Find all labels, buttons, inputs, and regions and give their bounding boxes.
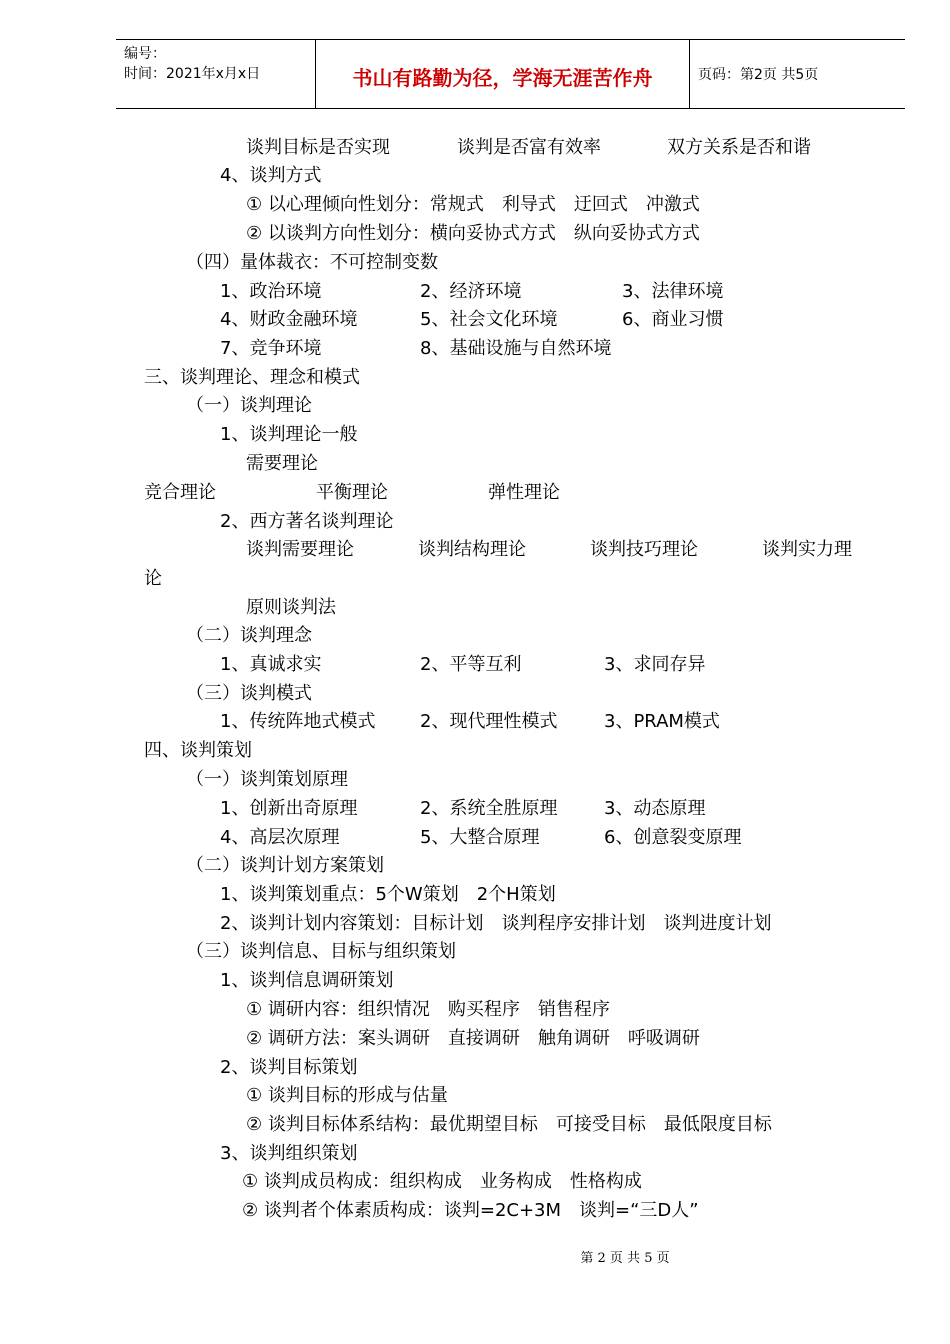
text-segment: 3、PRAM模式: [604, 711, 720, 732]
text-segment: 7、竞争环境: [220, 338, 322, 359]
text-segment: 双方关系是否和谐: [667, 137, 811, 158]
text-segment: 1、谈判信息调研策划: [220, 970, 394, 991]
text-segment: 2、现代理性模式: [420, 711, 558, 732]
text-segment: 6、创意裂变原理: [604, 827, 742, 848]
page-header: [116, 39, 905, 109]
text-segment: 3、动态原理: [604, 798, 706, 819]
text-segment: 竞合理论: [144, 482, 216, 503]
text-segment: 3、谈判组织策划: [220, 1143, 358, 1164]
text-segment: 谈判结构理论: [418, 539, 526, 560]
text-segment: 1、政治环境: [220, 281, 322, 302]
text-segment: 平衡理论: [316, 482, 388, 503]
text-segment: 弹性理论: [488, 482, 560, 503]
number-label: 编号：: [124, 46, 166, 62]
text-segment: 4、高层次原理: [220, 827, 340, 848]
text-segment: 需要理论: [246, 453, 318, 474]
text-segment: （三）谈判信息、目标与组织策划: [186, 941, 456, 962]
text-segment: ① 谈判目标的形成与估量: [246, 1085, 448, 1106]
time-label: 时间：2021年x月x日: [124, 66, 261, 82]
text-segment: ② 以谈判方向性划分：横向妥协式方式 纵向妥协式方式: [246, 223, 700, 244]
text-segment: 2、系统全胜原理: [420, 798, 558, 819]
text-segment: 1、传统阵地式模式: [220, 711, 376, 732]
text-segment: 谈判目标是否实现: [246, 137, 390, 158]
text-segment: 2、经济环境: [420, 281, 522, 302]
text-segment: （二）谈判计划方案策划: [186, 855, 384, 876]
page-footer: [0, 1247, 950, 1266]
text-segment: 2、平等互利: [420, 654, 522, 675]
text-segment: （三）谈判模式: [186, 683, 312, 704]
footer-page-number: 第 2 页 共 5 页: [580, 1251, 670, 1266]
page-label: 页码：第2页 共5页: [698, 67, 819, 83]
text-segment: 谈判需要理论: [246, 539, 354, 560]
text-segment: 四、谈判策划: [144, 740, 252, 761]
text-segment: 3、法律环境: [622, 281, 724, 302]
text-segment: ① 调研内容：组织情况 购买程序 销售程序: [246, 999, 610, 1020]
text-segment: ① 谈判成员构成：组织构成 业务构成 性格构成: [242, 1171, 642, 1192]
text-segment: 原则谈判法: [246, 597, 336, 618]
text-segment: 1、谈判策划重点：5个W策划 2个H策划: [220, 884, 556, 905]
text-segment: （一）谈判策划原理: [186, 769, 348, 790]
text-segment: 2、谈判计划内容策划：目标计划 谈判程序安排计划 谈判进度计划: [220, 913, 772, 934]
text-segment: （一）谈判理论: [186, 395, 312, 416]
text-segment: 3、求同存异: [604, 654, 706, 675]
text-segment: ① 以心理倾向性划分：常规式 利导式 迂回式 冲激式: [246, 194, 700, 215]
text-segment: 谈判实力理: [762, 539, 852, 560]
header-divider: [689, 40, 690, 108]
text-segment: 4、谈判方式: [220, 165, 322, 186]
text-segment: （四）量体裁衣：不可控制变数: [186, 252, 438, 273]
header-motto: 书山有路勤为径，学海无涯苦作舟: [352, 66, 653, 90]
text-segment: ② 调研方法：案头调研 直接调研 触角调研 呼吸调研: [246, 1028, 700, 1049]
text-segment: 论: [144, 568, 162, 589]
text-segment: 2、西方著名谈判理论: [220, 511, 394, 532]
text-segment: 6、商业习惯: [622, 309, 724, 330]
text-segment: （二）谈判理念: [186, 625, 312, 646]
text-segment: ② 谈判目标体系结构：最优期望目标 可接受目标 最低限度目标: [246, 1114, 772, 1135]
text-segment: ② 谈判者个体素质构成：谈判=2C+3M 谈判=“三D人”: [242, 1200, 699, 1221]
text-segment: 4、财政金融环境: [220, 309, 358, 330]
text-segment: 1、谈判理论一般: [220, 424, 358, 445]
text-segment: 8、基础设施与自然环境: [420, 338, 612, 359]
text-segment: 谈判是否富有效率: [457, 137, 601, 158]
text-segment: 1、真诚求实: [220, 654, 322, 675]
header-left: [124, 44, 260, 84]
text-segment: 三、谈判理论、理念和模式: [144, 367, 360, 388]
text-segment: 谈判技巧理论: [590, 539, 698, 560]
text-segment: 2、谈判目标策划: [220, 1057, 358, 1078]
text-segment: 1、创新出奇原理: [220, 798, 358, 819]
text-segment: 5、大整合原理: [420, 827, 540, 848]
text-segment: 5、社会文化环境: [420, 309, 558, 330]
